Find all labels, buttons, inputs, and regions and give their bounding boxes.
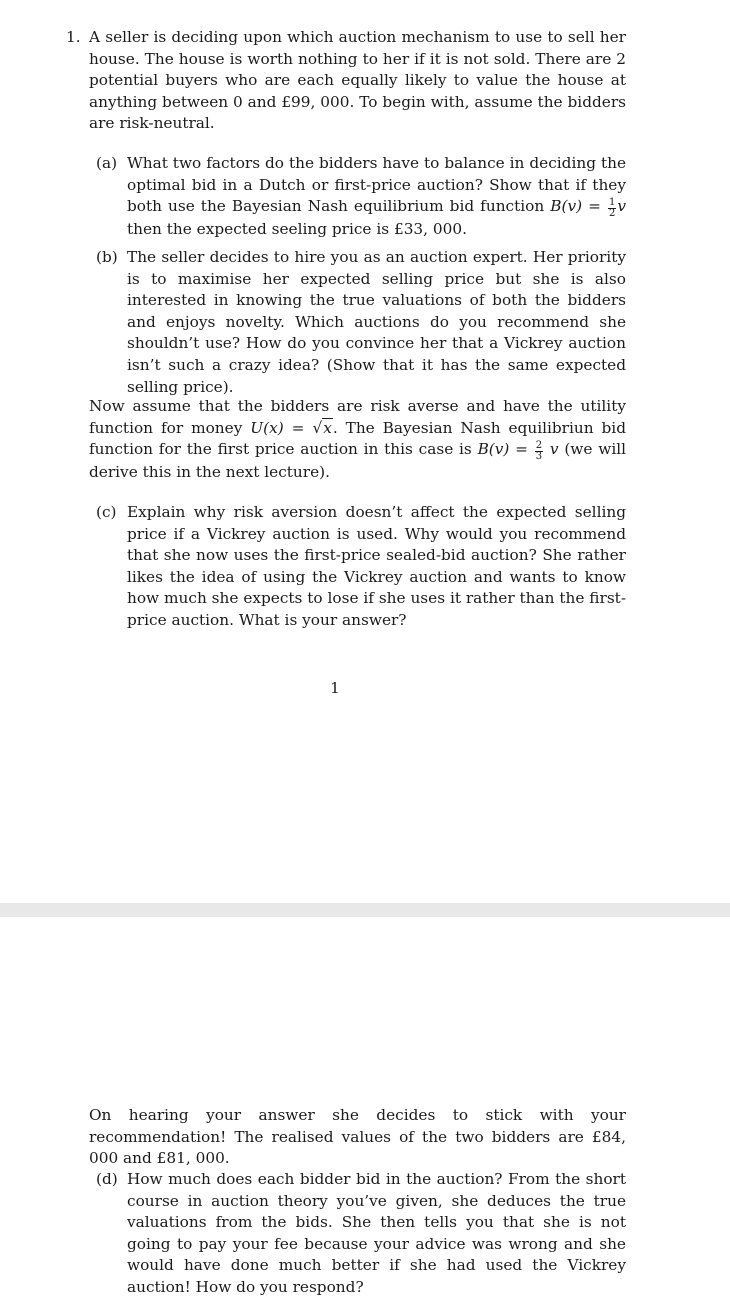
recommendation-paragraph: On hearing your answer she decides to stick with your recommendation! The realised values of the two bidders are £84, 000 and £81, 000. — [89, 1106, 626, 1168]
page-number: 1 — [330, 679, 340, 697]
part-b-label: (b) — [96, 248, 118, 266]
part-a-label: (a) — [96, 154, 118, 172]
document-page-2 — [0, 917, 730, 1302]
part-b-text: The seller decides to hire you as an auction expert. Her priority is to maximise her expected selling price but she is also interested in knowing the true valuations of both the bidders and enjoys novelty. Which auctions do you recommend she shouldn’t use? How do you convince her that a Vickrey auction isn’t such a crazy idea? (Show that it has the same expected selling price). — [127, 248, 626, 396]
part-a — [96, 153, 626, 240]
question-intro: A seller is deciding upon which auction mechanism to use to sell her house. The house is worth nothing to her if it is not sold. There are 2 potential buyers who are each equally likely to value the house at anything between 0 and £99, 000. To begin with, assume the bidders are risk-neutral. — [89, 28, 626, 133]
part-c-label: (c) — [96, 503, 117, 521]
part-d-text: How much does each bidder bid in the auction? From the short course in auction theory you’ve given, she deduces the true valuations from the bids. She then tells you that she is not going to pay your fee because your advice was wrong and she would have done much better if she had used the Vickrey auction! How do you respond? — [127, 1170, 626, 1296]
part-d-label: (d) — [96, 1170, 118, 1188]
fraction-two-thirds: $\frac{2}{3}$ — [535, 439, 543, 462]
part-d — [96, 1169, 626, 1299]
part-c — [96, 502, 626, 632]
question-number: 1. — [66, 28, 81, 46]
fraction-one-half: $\frac{1}{2}$ — [608, 196, 616, 219]
risk-averse-paragraph: Now assume that the bidders are risk averse and have the utility function for money U(x) = √x. The Bayesian Nash equilibriun bid function for the first price auction in this case is B(v) = $\frac{2}{3}$ v (we will derive this in the next lecture). — [89, 397, 626, 481]
page-separator — [0, 903, 730, 917]
part-a-text: What two factors do the bidders have to balance in deciding the optimal bid in a Dutch or first-price auction? Show that if they both use the Bayesian Nash equilibrium bid function B(v) = $\frac{1}{2}$ v then the expected seeling price is £33, 000. — [127, 154, 626, 238]
part-c-text: Explain why risk aversion doesn’t affect the expected selling price if a Vickrey auction is used. Why would you recommend that she now uses the first-price sealed-bid auction? She rather likes the idea of using the Vickrey auction and wants to know how much she expects to lose if she uses it rather than the first-price auction. What is your answer? — [127, 503, 626, 629]
part-b — [96, 247, 626, 398]
